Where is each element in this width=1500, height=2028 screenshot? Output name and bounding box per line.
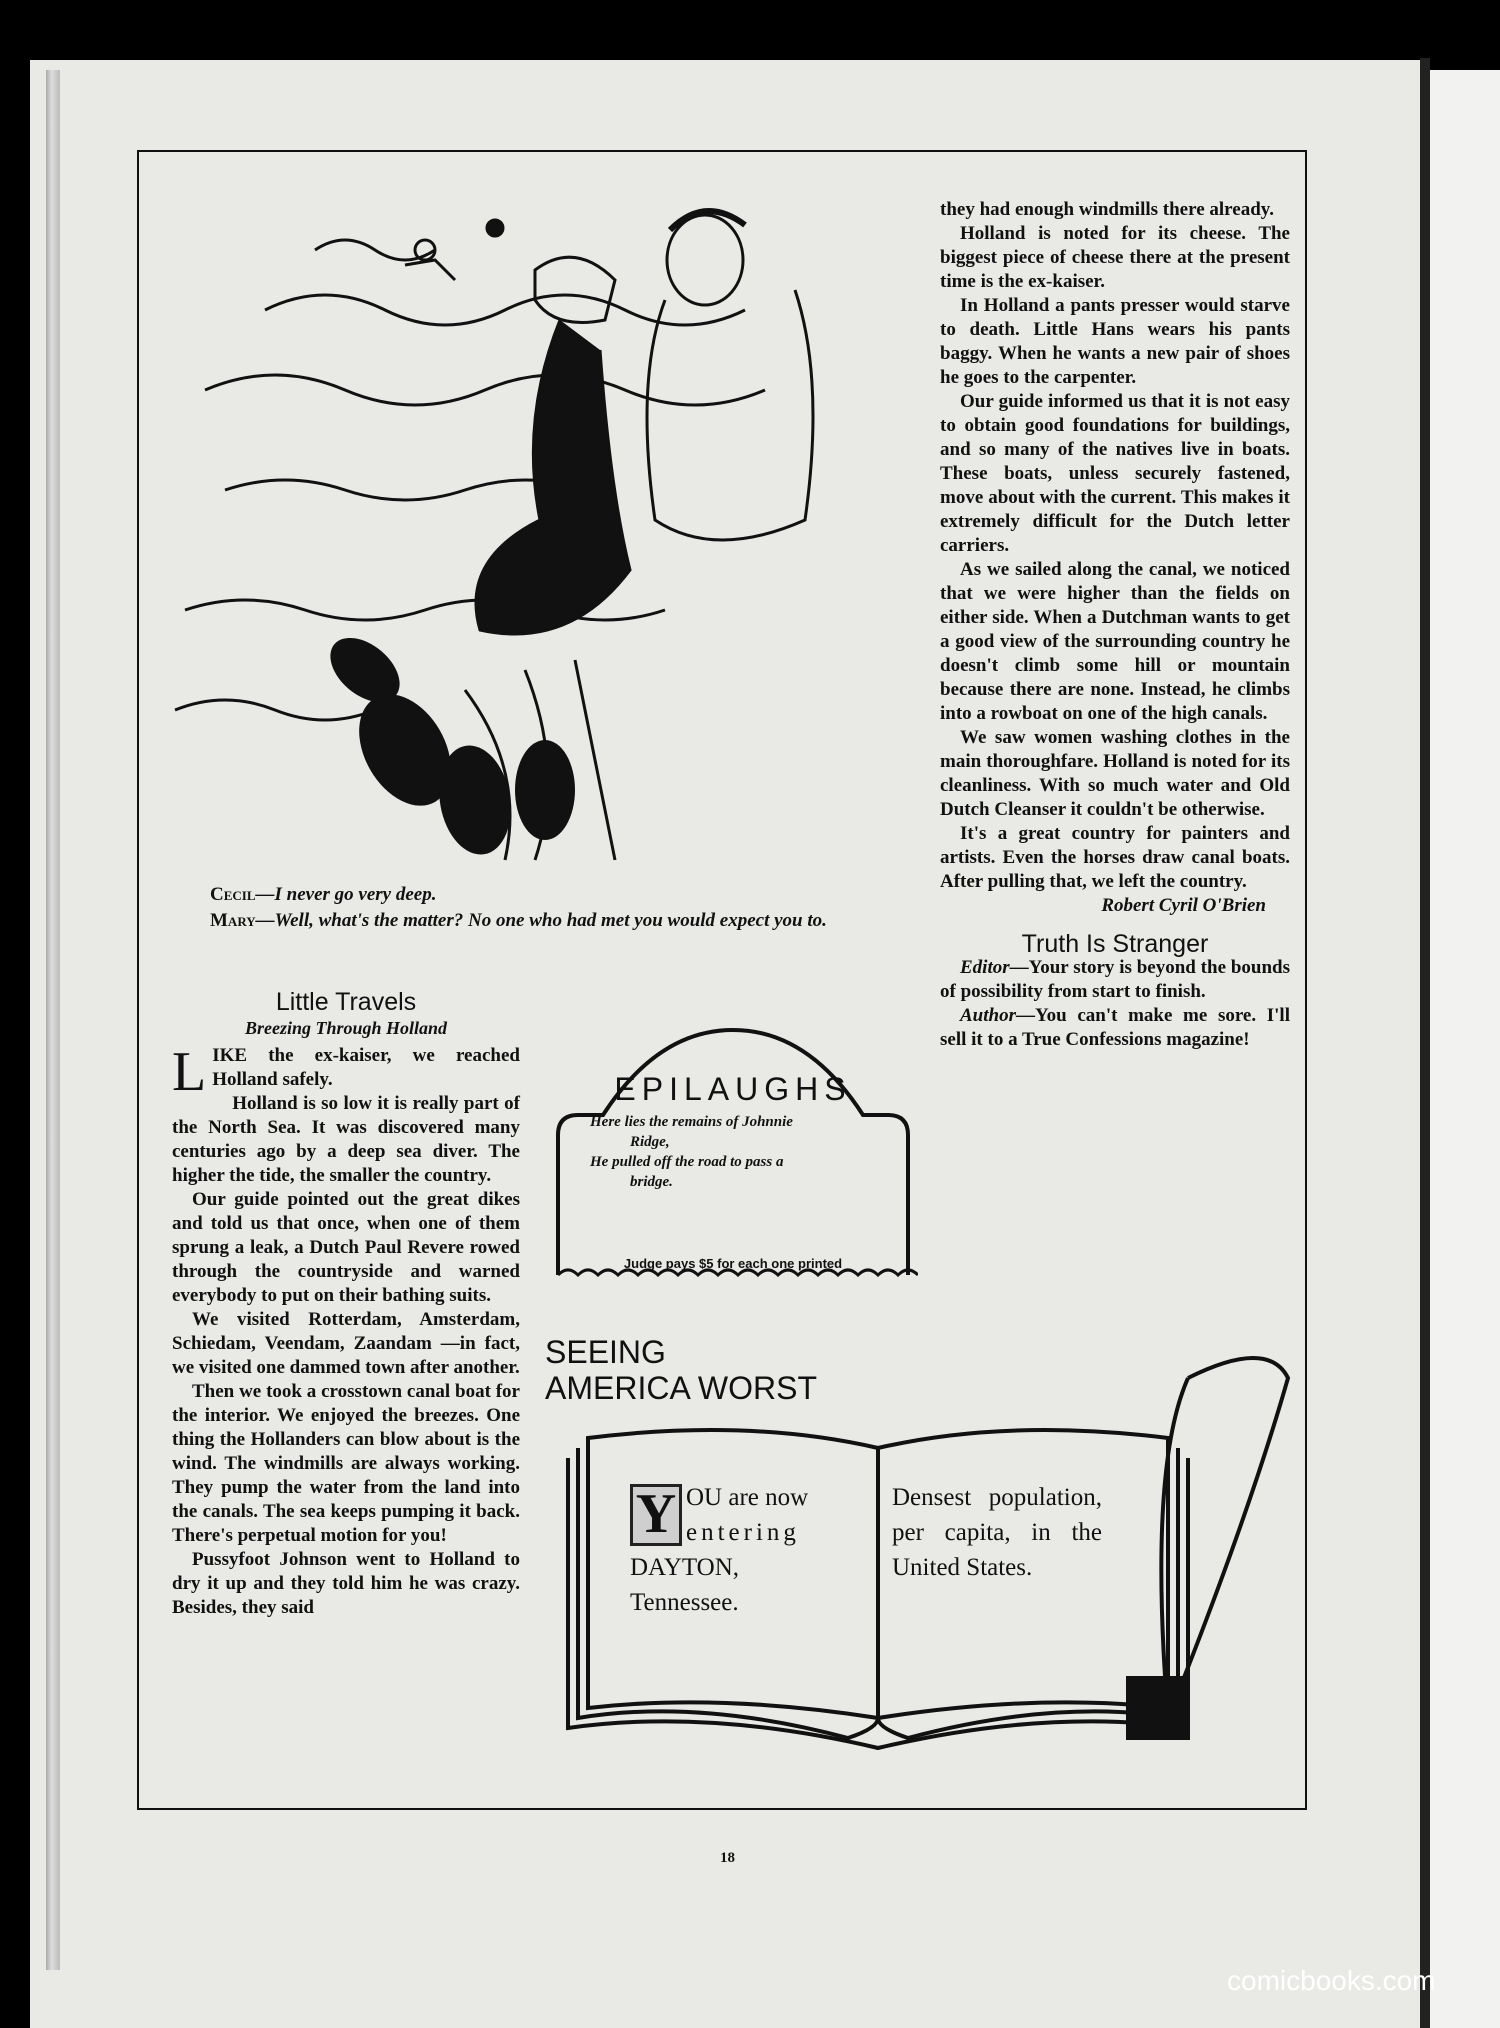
epilaughs-footer: Judge pays $5 for each one printed [623,1256,843,1271]
epitaph-verse [590,1112,890,1192]
caption-line-2 [210,908,890,934]
paragraph: Holland is so low it is really part of the North Sea. It was discovered many centuries ago by a deep sea diver. The higher the tide, the smaller the country. [172,1093,520,1186]
first-paragraph-text: IKE the ex-kaiser, we reached Holland safely. [212,1045,520,1090]
book-spine [1420,58,1430,2028]
page-number: 18 [720,1850,735,1866]
paragraph: Then we took a crosstown canal boat for the interior. We enjoyed the breezes. One thing the Hollanders can blow about is the wind. The windmills are always working. They pump the water from the land into the canals. The sea keeps pumping it back. There's perpetual motion for you! [172,1381,520,1546]
text-line: entering [686,1519,800,1546]
editor-line [940,956,1290,1004]
verse-line: Ridge, [630,1134,670,1150]
editor-label: Editor [960,957,1010,978]
article-subtitle: Breezing Through Holland [244,1018,448,1038]
caption-line-1 [210,882,890,908]
book-left-page-text [630,1480,850,1620]
verse-line: Here lies the remains of Johnnie [590,1114,793,1130]
author-label: Author [960,1005,1016,1026]
decorative-initial: Y [630,1484,682,1546]
author-line [940,1004,1290,1052]
drop-cap: L [172,1041,207,1103]
truth-title: Truth Is Stranger [1021,930,1209,958]
paragraph: Pussyfoot Johnson went to Holland to dry it up and they told him he was crazy. Besides, they said [172,1549,520,1618]
swimmers-illustration [165,190,885,870]
caption-text: —Well, what's the matter? No one who had met you would expect you to. [255,910,827,931]
paragraph: It's a great country for painters and artists. Even the horses draw canal boats. After pulling that, we left the country. [940,823,1290,892]
facing-page-edge [1430,70,1500,2028]
caption-text: —I never go very deep. [255,884,437,905]
book-right-page-text: Densest population, per capita, in the United States. [892,1484,1102,1581]
illustration-caption [210,882,890,934]
verse-line: He pulled off the road to pass a [590,1154,784,1170]
left-column [172,990,520,1620]
verse-line: bridge. [630,1174,673,1190]
text-line: Tennessee. [630,1589,739,1616]
title-line: AMERICA WORST [545,1370,818,1406]
first-paragraph [172,1041,520,1103]
paragraph: Holland is noted for its cheese. The biggest piece of cheese there at the present time is the ex-kaiser. [940,223,1290,292]
editor-text: —Your story is beyond the bounds of possibility from start to finish. [940,957,1290,1002]
author-signature: Robert Cyril O'Brien [1101,895,1266,916]
title-line: SEEING [545,1334,666,1370]
paragraph: Our guide pointed out the great dikes and told us that once, when one of them sprung a leak, a Dutch Paul Revere rowed through the countryside and warned everybody to put on their bathing suits. [172,1189,520,1306]
paragraph: As we sailed along the canal, we noticed that we were higher than the fields on either side. When a Dutchman wants to get a good view of the surrounding country he doesn't climb some hill or mountain because there are none. Instead, he climbs into a rowboat on one of the high canals. [940,559,1290,724]
seeing-america-title [545,1334,817,1406]
speaker-name: Cecil [210,884,256,905]
paragraph: We saw women washing clothes in the main thoroughfare. Holland is noted for its cleanliness. With so much water and Old Dutch Cleanser it couldn't be otherwise. [940,727,1290,820]
text-line: OU are now [686,1484,809,1511]
author-text: —You can't make me sore. I'll sell it to a True Confessions magazine! [940,1005,1290,1050]
paragraph: In Holland a pants presser would starve to death. Little Hans wears his pants baggy. When he wants a new pair of shoes he goes to the carpenter. [940,295,1290,388]
paragraph: they had enough windmills there already. [940,199,1274,220]
binding-edge [46,70,60,1970]
speaker-name: Mary [210,910,256,931]
paragraph: Our guide informed us that it is not easy to obtain good foundations for buildings, and so many of the natives live in boats. These boats, unless securely fastened, move about with the current. This makes it extremely difficult for the Dutch letter carriers. [940,391,1290,556]
article-title: Little Travels [275,988,417,1016]
paragraph: We visited Rotterdam, Amsterdam, Schiedam, Veendam, Zaandam —in fact, we visited one dammed town after another. [172,1309,520,1378]
right-column [940,198,1290,1052]
watermark: comicbooks.com [1227,1965,1436,1996]
text-line: DAYTON, [630,1554,740,1581]
epilaughs-title: EPILAUGHS [614,1071,852,1107]
